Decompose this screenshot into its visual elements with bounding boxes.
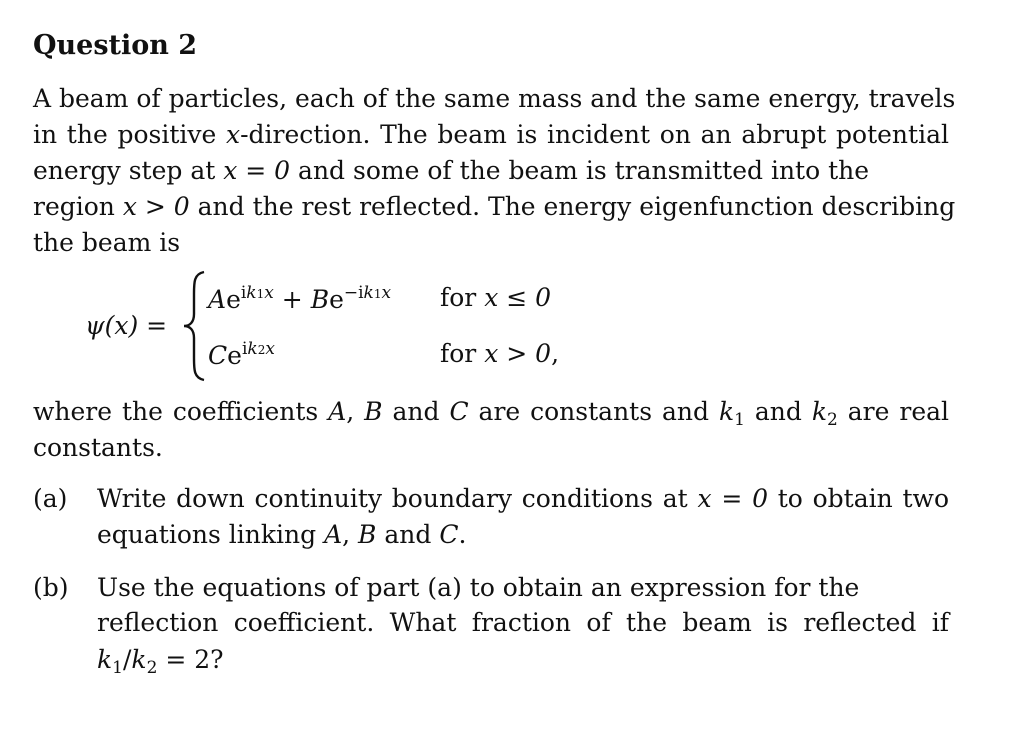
after-line-2: constants.	[33, 433, 163, 462]
math-expression: x > 0	[122, 192, 190, 221]
exp-k: k	[363, 283, 374, 303]
coefficient-b: B	[310, 285, 330, 314]
part-a-line-2	[97, 520, 466, 550]
part-b-line-2: reflection coefficient. What fraction of the beam is reflected if	[97, 608, 949, 637]
exp-base: e	[227, 341, 242, 370]
wavenumber-k2: k	[811, 397, 827, 426]
math-variable: x	[225, 120, 241, 149]
part-b-label: (b)	[33, 573, 69, 602]
exp-x: x	[265, 339, 275, 359]
wavefunction-lhs: ψ(x) =	[85, 311, 168, 340]
part-b-text: = 2?	[157, 645, 224, 674]
exp-k: k	[246, 283, 257, 303]
after-text: and	[382, 397, 450, 426]
exp-k: k	[247, 339, 258, 359]
exp-base: e	[226, 285, 241, 314]
subscript: 1	[112, 658, 123, 678]
part-a-label: (a)	[33, 484, 68, 513]
coefficient-b: B	[358, 520, 377, 549]
part-a-line-1	[97, 484, 949, 514]
left-brace-icon	[182, 270, 208, 382]
math-expression: x = 0	[697, 484, 768, 513]
intro-line-3	[33, 156, 869, 186]
subscript: 2	[146, 658, 158, 678]
coefficient-a: A	[328, 397, 347, 426]
exp-minus: −	[343, 283, 359, 303]
after-line-1	[33, 397, 949, 435]
case-2-condition	[440, 339, 559, 368]
condition-comma: ,	[551, 339, 560, 368]
condition-math: x ≤ 0	[484, 283, 552, 312]
coefficient-c: C	[208, 341, 228, 370]
intro-text: energy step at	[33, 156, 224, 185]
question-title: Question 2	[33, 30, 198, 61]
after-text: are constants and	[468, 397, 719, 426]
wavenumber-k1: k	[718, 397, 735, 426]
exp-x: x	[381, 283, 392, 303]
exponent-3	[242, 339, 275, 359]
coefficient-c: C	[439, 520, 459, 549]
exp-sub: 1	[373, 287, 382, 301]
exp-i: i	[240, 283, 247, 303]
case-1-condition	[440, 283, 551, 312]
part-a-text: to obtain two	[767, 484, 949, 513]
exp-sub: 2	[257, 343, 266, 357]
part-b-line-3	[97, 645, 224, 683]
intro-text: region	[33, 192, 123, 221]
part-a-text: and	[376, 520, 440, 549]
plus-sign: +	[273, 285, 311, 314]
coefficient-a: A	[208, 285, 227, 314]
case-2-expression	[208, 339, 275, 370]
exponent-2	[344, 283, 391, 303]
intro-text: -direction. The beam is incident on an abrupt potential	[240, 120, 949, 149]
intro-text: and the rest reflected. The energy eigenfunction describing	[189, 192, 956, 221]
intro-text: in the positive	[33, 120, 226, 149]
exp-i: i	[358, 283, 364, 303]
part-a-text: Write down continuity boundary conditions at	[97, 484, 698, 513]
part-a-text: equations linking	[97, 520, 325, 549]
coefficient-c: C	[449, 397, 469, 426]
math-expression: x = 0	[223, 156, 291, 185]
condition-for: for	[440, 339, 485, 368]
exp-sub: 1	[256, 287, 265, 301]
part-b-line-1: Use the equations of part (a) to obtain an expression for the	[97, 573, 860, 602]
exp-i: i	[241, 339, 248, 359]
wavenumber-k2: k	[131, 645, 147, 674]
intro-line-2	[33, 120, 949, 150]
exponent-1	[241, 283, 274, 303]
coefficient-b: B	[364, 397, 383, 426]
after-text: and	[744, 397, 812, 426]
slash: /	[122, 645, 132, 674]
after-text: where the coefficients	[33, 397, 329, 426]
case-1-expression	[208, 283, 391, 314]
subscript: 1	[734, 410, 745, 430]
after-text: are real	[837, 397, 950, 426]
part-a-text: ,	[342, 520, 359, 549]
intro-line-4	[33, 192, 956, 222]
part-a-text: .	[458, 520, 467, 549]
after-text: ,	[346, 397, 365, 426]
intro-line-5: the beam is	[33, 228, 181, 257]
exp-x: x	[264, 283, 274, 303]
intro-line-1: A beam of particles, each of the same mass and the same energy, travels	[33, 84, 956, 113]
subscript: 2	[827, 410, 838, 430]
intro-text: and some of the beam is transmitted into the	[290, 156, 870, 185]
exp-base: e	[329, 285, 344, 314]
condition-for: for	[440, 283, 485, 312]
condition-math: x > 0	[484, 339, 552, 368]
wavenumber-k1: k	[97, 645, 113, 674]
coefficient-a: A	[324, 520, 343, 549]
